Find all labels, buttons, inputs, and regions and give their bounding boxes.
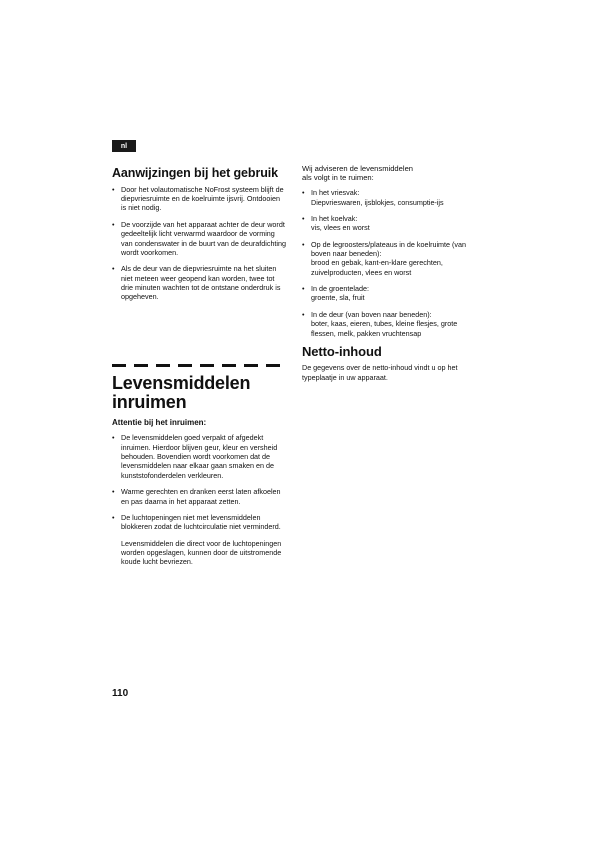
netto-text: De gegevens over de netto-inhoud vindt u op het typeplaatje in uw apparaat. bbox=[302, 363, 458, 382]
section-divider bbox=[112, 364, 290, 368]
list-item: • In het vriesvak: Diepvrieswaren, ijsblokjes, consumptie-ijs bbox=[302, 188, 444, 207]
list-item: • Als de deur van de diepvriesruimte na het sluiten niet meteen weer geopend kan worden, twee tot drie minuten wachten tot de ontstane onderdruk is opgeheven. bbox=[112, 264, 281, 302]
language-tag: nl bbox=[112, 140, 136, 152]
left-column bbox=[112, 167, 287, 309]
list-item: • In het koelvak: vis, vlees en worst bbox=[302, 213, 370, 233]
usage-heading: Aanwijzingen bij het gebruik bbox=[112, 166, 278, 180]
storage-list bbox=[112, 433, 287, 531]
storage-section bbox=[112, 374, 287, 567]
advice-lead: Wij adviseren de levensmiddelen als volgt in te ruimen: bbox=[302, 164, 414, 183]
list-item: • De levensmiddelen goed verpakt of afgedekt inruimen. Hierdoor blijven geur, kleur en versheid behouden. Bovendien wordt voorkomen dat de levensmiddelen naar elkaar gaan smaken en de kunststofonderdelen verkleuren. bbox=[112, 433, 278, 480]
advice-list bbox=[302, 188, 477, 338]
storage-note: Levensmiddelen die direct voor de luchtopeningen worden opgeslagen, kunnen door de uitstromende koude lucht bevriezen. bbox=[121, 538, 282, 567]
list-item: • De luchtopeningen niet met levensmiddelen blokkeren zodat de luchtcirculatie niet verminderd. bbox=[112, 512, 281, 532]
right-column bbox=[302, 164, 477, 390]
usage-list bbox=[112, 185, 287, 302]
list-item: • Warme gerechten en dranken eerst laten afkoelen en pas daarna in het apparaat zetten. bbox=[112, 487, 281, 506]
list-item: • De voorzijde van het apparaat achter de deur wordt gedeeltelijk licht verwarmd waardoor de vorming van condenswater in de buurt van de deurafdichting wordt voorkomen. bbox=[112, 219, 287, 257]
list-item: • Door het volautomatische NoFrost systeem blijft de diepvriesruimte en de koelruimte ijsvrij. Ontdooien is niet nodig. bbox=[112, 184, 284, 213]
storage-lead: Attentie bij het inruimen: bbox=[112, 417, 207, 427]
list-item: • In de deur (van boven naar beneden): boter, kaas, eieren, tubes, kleine flesjes, grote flessen, melk, pakken vruchtensap bbox=[302, 309, 458, 338]
page-number: 110 bbox=[112, 688, 129, 699]
list-item: • In de groentelade: groente, sla, fruit bbox=[302, 284, 369, 303]
netto-heading: Netto-inhoud bbox=[302, 343, 382, 359]
list-item: • Op de legroosters/plateaus in de koelruimte (van boven naar beneden): brood en gebak, kant-en-klare gerechten, zuivelproducten, vlees en worst bbox=[302, 239, 467, 277]
storage-heading: Levensmiddelen inruimen bbox=[112, 373, 251, 412]
